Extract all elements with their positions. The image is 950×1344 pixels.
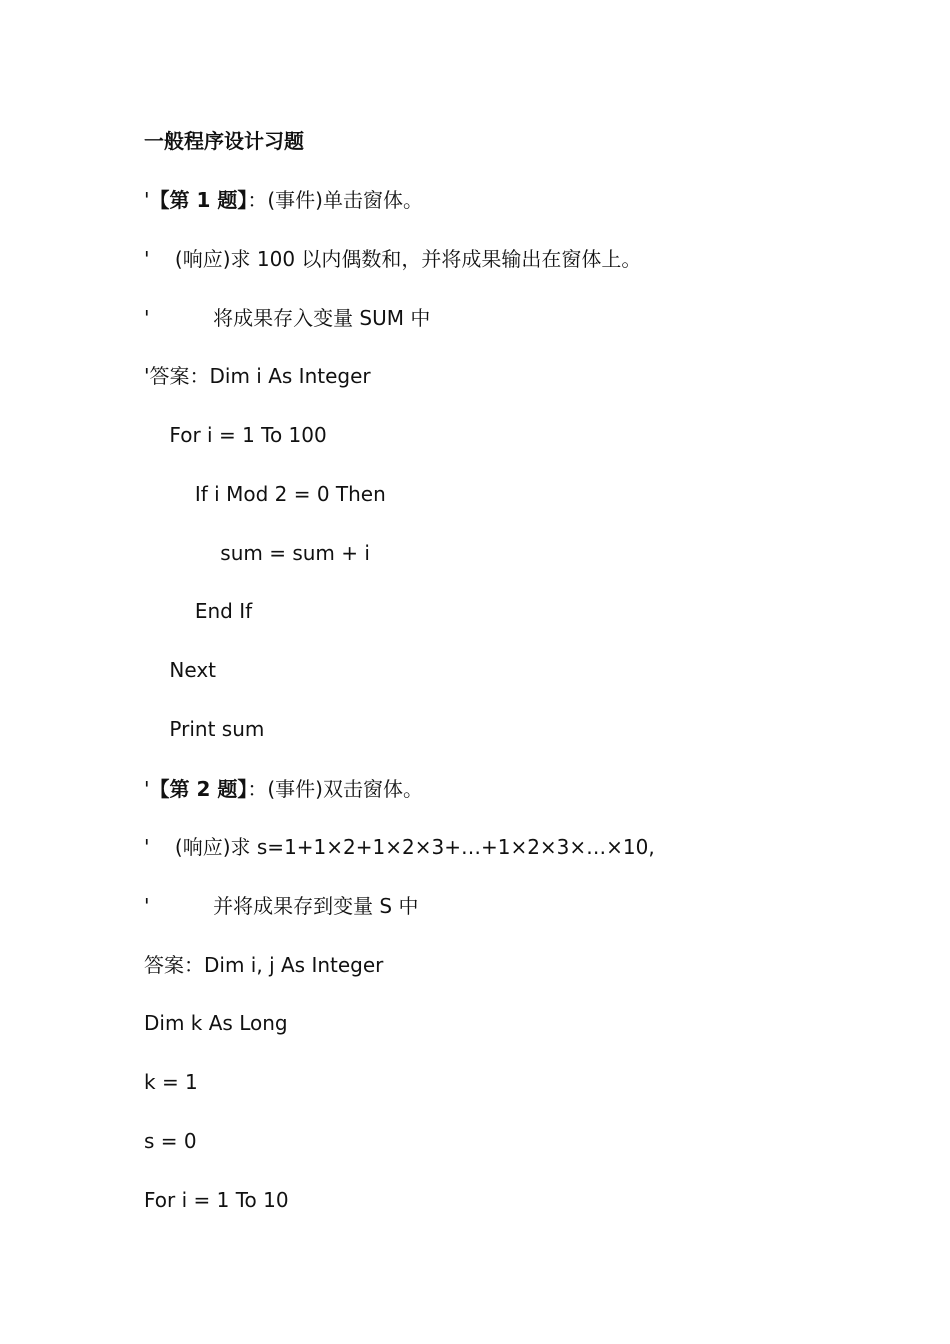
q1-code-line: sum = sum + i	[144, 541, 370, 565]
q1-code-line: Print sum	[144, 717, 265, 741]
q1-response-line: ' (响应)求 100 以内偶数和，并将成果输出在窗体上。	[144, 247, 642, 271]
q1-event: ：(事件)单击窗体。	[247, 188, 423, 212]
document-title: 一般程序设计习题	[144, 129, 304, 153]
q1-code-line: '答案：Dim i As Integer	[144, 364, 371, 388]
q1-store-line: ' 将成果存入变量 SUM 中	[144, 306, 431, 330]
q2-code-line: For i = 1 To 10	[144, 1188, 289, 1212]
q1-code-line: End If	[144, 599, 253, 623]
q2-code-line: k = 1	[144, 1070, 198, 1094]
q1-code-line: Next	[144, 658, 217, 682]
q2-event: ：(事件)双击窗体。	[247, 777, 423, 801]
q2-label: 【第 2 题】	[149, 777, 248, 801]
q2-code-line: s = 0	[144, 1129, 197, 1153]
q2-heading	[144, 776, 423, 802]
q2-response-line: ' (响应)求 s=1+1×2+1×2×3+…+1×2×3×…×10,	[144, 835, 655, 859]
q1-code-line: If i Mod 2 = 0 Then	[144, 482, 386, 506]
q2-code-line: 答案：Dim i, j As Integer	[144, 953, 384, 977]
q2-code-line: Dim k As Long	[144, 1011, 288, 1035]
q1-code-line: For i = 1 To 100	[144, 423, 327, 447]
q1-quote: '	[144, 188, 150, 212]
q1-heading	[144, 187, 423, 213]
q2-quote: '	[144, 777, 150, 801]
q2-store-line: ' 并将成果存到变量 S 中	[144, 894, 419, 918]
q1-label: 【第 1 题】	[149, 188, 248, 212]
